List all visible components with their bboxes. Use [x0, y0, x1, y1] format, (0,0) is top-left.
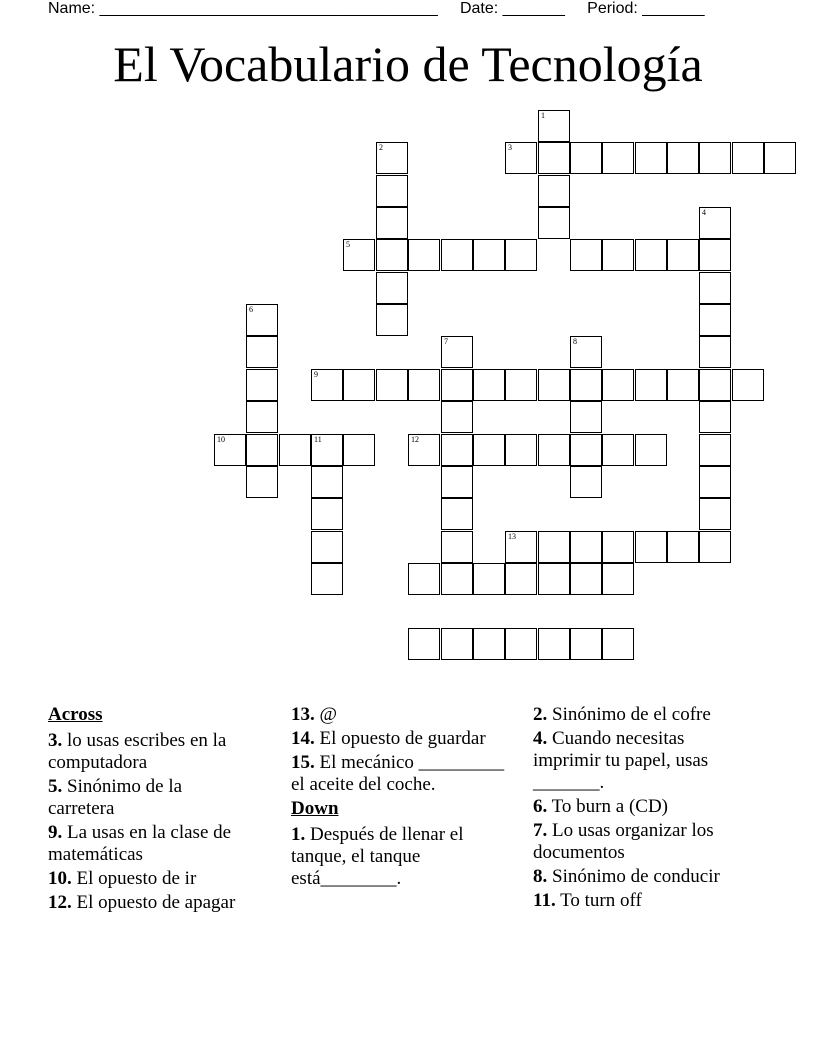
crossword-cell[interactable]: [699, 466, 731, 498]
clue-number-label: 12.: [48, 892, 72, 913]
clue-number: 6: [249, 305, 253, 314]
crossword-cell[interactable]: [441, 466, 473, 498]
crossword-cell[interactable]: [376, 272, 408, 304]
crossword-cell[interactable]: [699, 207, 731, 239]
clue-number-label: 2.: [533, 704, 548, 725]
clue-item: [533, 704, 748, 726]
crossword-cell[interactable]: [570, 466, 602, 498]
crossword-cell[interactable]: [343, 369, 375, 401]
clue-item: [291, 752, 511, 796]
clue-text: El opuesto de ir: [71, 868, 197, 889]
crossword-cell[interactable]: [473, 239, 505, 271]
clue-number: 4: [702, 208, 706, 217]
crossword-cell[interactable]: [570, 336, 602, 368]
clue-text: El mecánico _________ el aceite del coche.: [291, 752, 505, 795]
crossword-cell[interactable]: [505, 628, 537, 660]
crossword-cell[interactable]: [505, 142, 537, 174]
clue-number-label: 7.: [533, 820, 548, 841]
crossword-cell[interactable]: [538, 175, 570, 207]
crossword-cell[interactable]: [699, 304, 731, 336]
crossword-cell[interactable]: [699, 272, 731, 304]
clue-text: Después de llenar el tanque, el tanque está________.: [291, 824, 464, 889]
clue-item: [291, 728, 511, 750]
clue-number-label: 11.: [533, 890, 556, 911]
crossword-cell[interactable]: [473, 434, 505, 466]
clue-item: [48, 892, 248, 914]
crossword-cell[interactable]: [473, 628, 505, 660]
crossword-cell[interactable]: [505, 531, 537, 563]
crossword-cell[interactable]: [311, 369, 343, 401]
crossword-cell[interactable]: [732, 142, 764, 174]
clue-item: [48, 776, 248, 820]
crossword-cell[interactable]: [441, 401, 473, 433]
crossword-cell[interactable]: [602, 531, 634, 563]
crossword-cell[interactable]: [538, 563, 570, 595]
clue-item: [533, 728, 748, 794]
crossword-cell[interactable]: [635, 239, 667, 271]
clue-number: 9: [314, 370, 318, 379]
crossword-cell[interactable]: [441, 369, 473, 401]
crossword-cell[interactable]: [441, 628, 473, 660]
crossword-cell[interactable]: [441, 563, 473, 595]
crossword-cell[interactable]: [376, 175, 408, 207]
crossword-cell[interactable]: [376, 239, 408, 271]
crossword-cell[interactable]: [602, 369, 634, 401]
clue-text: Cuando necesitas imprimir tu papel, usas _______.: [533, 728, 709, 793]
crossword-cell[interactable]: [311, 563, 343, 595]
crossword-cell[interactable]: [635, 369, 667, 401]
crossword-cell[interactable]: [699, 336, 731, 368]
clue-text: lo usas escribes en la computadora: [48, 730, 227, 773]
crossword-cell[interactable]: [376, 369, 408, 401]
crossword-cell[interactable]: [408, 628, 440, 660]
crossword-cell[interactable]: [570, 401, 602, 433]
crossword-cell[interactable]: [602, 628, 634, 660]
crossword-cell[interactable]: [667, 531, 699, 563]
crossword-cell[interactable]: [732, 369, 764, 401]
crossword-cell[interactable]: [538, 434, 570, 466]
clue-text: El opuesto de apagar: [71, 892, 236, 913]
crossword-cell[interactable]: [699, 401, 731, 433]
clue-number-label: 3.: [48, 730, 63, 751]
clue-number: 8: [573, 337, 577, 346]
clue-item: [48, 730, 248, 774]
crossword-cell[interactable]: [602, 434, 634, 466]
clue-number-label: 14.: [291, 728, 315, 749]
clue-number: 3: [508, 143, 512, 152]
clue-text: To burn a (CD): [547, 796, 668, 817]
clues-column-2: [291, 704, 511, 892]
crossword-cell[interactable]: [279, 434, 311, 466]
crossword-cell[interactable]: [246, 401, 278, 433]
crossword-cell[interactable]: [311, 531, 343, 563]
clue-number-label: 10.: [48, 868, 72, 889]
clue-text: Sinónimo de el cofre: [547, 704, 711, 725]
crossword-cell[interactable]: [635, 142, 667, 174]
crossword-cell[interactable]: [667, 239, 699, 271]
crossword-cell[interactable]: [538, 369, 570, 401]
crossword-cell[interactable]: [699, 434, 731, 466]
clue-number-label: 15.: [291, 752, 315, 773]
crossword-cell[interactable]: [602, 142, 634, 174]
crossword-cell[interactable]: [602, 563, 634, 595]
crossword-cell[interactable]: [570, 142, 602, 174]
clue-item: [533, 890, 748, 912]
crossword-cell[interactable]: [441, 336, 473, 368]
clue-number-label: 8.: [533, 866, 548, 887]
crossword-cell[interactable]: [311, 466, 343, 498]
crossword-cell[interactable]: [699, 142, 731, 174]
crossword-cell[interactable]: [699, 369, 731, 401]
clue-item: [533, 820, 748, 864]
crossword-cell[interactable]: [246, 434, 278, 466]
crossword-cell[interactable]: [473, 369, 505, 401]
crossword-cell[interactable]: [473, 563, 505, 595]
crossword-cell[interactable]: [602, 239, 634, 271]
clue-number: 1: [541, 111, 545, 120]
clue-item: [48, 868, 248, 890]
crossword-cell[interactable]: [699, 531, 731, 563]
clues-column-3: [533, 704, 748, 914]
clue-number: 11: [314, 435, 322, 444]
clue-number: 7: [444, 337, 448, 346]
crossword-cell[interactable]: [376, 304, 408, 336]
crossword-cell[interactable]: [635, 434, 667, 466]
crossword-cell[interactable]: [343, 239, 375, 271]
crossword-cell[interactable]: [311, 498, 343, 530]
crossword-cell[interactable]: [667, 369, 699, 401]
crossword-cell[interactable]: [570, 239, 602, 271]
clue-number: 2: [379, 143, 383, 152]
crossword-cell[interactable]: [408, 239, 440, 271]
crossword-cell[interactable]: [570, 563, 602, 595]
crossword-cell[interactable]: [441, 531, 473, 563]
clue-number-label: 6.: [533, 796, 548, 817]
crossword-cell[interactable]: [376, 142, 408, 174]
clue-text: To turn off: [555, 890, 642, 911]
clue-number: 5: [346, 240, 350, 249]
crossword-cell[interactable]: [311, 434, 343, 466]
crossword-cell[interactable]: [570, 369, 602, 401]
crossword-cell[interactable]: [699, 498, 731, 530]
clue-item: [533, 796, 748, 818]
crossword-cell[interactable]: [538, 628, 570, 660]
clue-number-label: 9.: [48, 822, 63, 843]
crossword-cell[interactable]: [570, 434, 602, 466]
clue-number: 10: [217, 435, 225, 444]
crossword-cell[interactable]: [214, 434, 246, 466]
crossword-cell[interactable]: [764, 142, 796, 174]
clue-number-label: 5.: [48, 776, 63, 797]
crossword-cell[interactable]: [538, 110, 570, 142]
clue-text: El opuesto de guardar: [314, 728, 486, 749]
clue-item: [533, 866, 748, 888]
clue-number-label: 13.: [291, 704, 315, 725]
clue-text: La usas en la clase de matemáticas: [48, 822, 232, 865]
clue-item: [48, 822, 248, 866]
crossword-cell[interactable]: [441, 434, 473, 466]
crossword-cell[interactable]: [667, 142, 699, 174]
crossword-cell[interactable]: [505, 434, 537, 466]
crossword-cell[interactable]: [570, 531, 602, 563]
crossword-cell[interactable]: [246, 304, 278, 336]
crossword-cell[interactable]: [441, 239, 473, 271]
crossword-cell[interactable]: [441, 498, 473, 530]
crossword-cell[interactable]: [408, 369, 440, 401]
crossword-cell[interactable]: [505, 369, 537, 401]
clue-number: 12: [411, 435, 419, 444]
clue-number-label: 1.: [291, 824, 306, 845]
crossword-cell[interactable]: [246, 336, 278, 368]
clue-item: [291, 704, 511, 726]
crossword-cell[interactable]: [570, 628, 602, 660]
crossword-cell[interactable]: [408, 563, 440, 595]
crossword-cell[interactable]: [505, 239, 537, 271]
clues-column-1: [48, 704, 248, 916]
clue-number: 13: [508, 532, 516, 541]
clue-text: Lo usas organizar los documentos: [533, 820, 714, 863]
clue-number-label: 4.: [533, 728, 548, 749]
crossword-cell[interactable]: [246, 369, 278, 401]
crossword-cell[interactable]: [699, 239, 731, 271]
crossword-cell[interactable]: [343, 434, 375, 466]
page-title: El Vocabulario de Tecnología: [113, 36, 703, 92]
crossword-cell[interactable]: [538, 142, 570, 174]
crossword-cell[interactable]: [376, 207, 408, 239]
crossword-cell[interactable]: [635, 531, 667, 563]
name-date-period-line: Name: ______________________________________ Date: _______ Period: _______: [48, 0, 705, 17]
crossword-cell[interactable]: [538, 207, 570, 239]
clue-item: [291, 824, 511, 890]
crossword-cell[interactable]: [408, 434, 440, 466]
clue-text: Sinónimo de la carretera: [48, 776, 183, 819]
down-heading: Down: [291, 798, 339, 819]
across-heading: Across: [48, 704, 103, 725]
crossword-cell[interactable]: [246, 466, 278, 498]
clue-text: @: [314, 704, 337, 725]
crossword-cell[interactable]: [538, 531, 570, 563]
crossword-cell[interactable]: [505, 563, 537, 595]
clue-text: Sinónimo de conducir: [547, 866, 720, 887]
